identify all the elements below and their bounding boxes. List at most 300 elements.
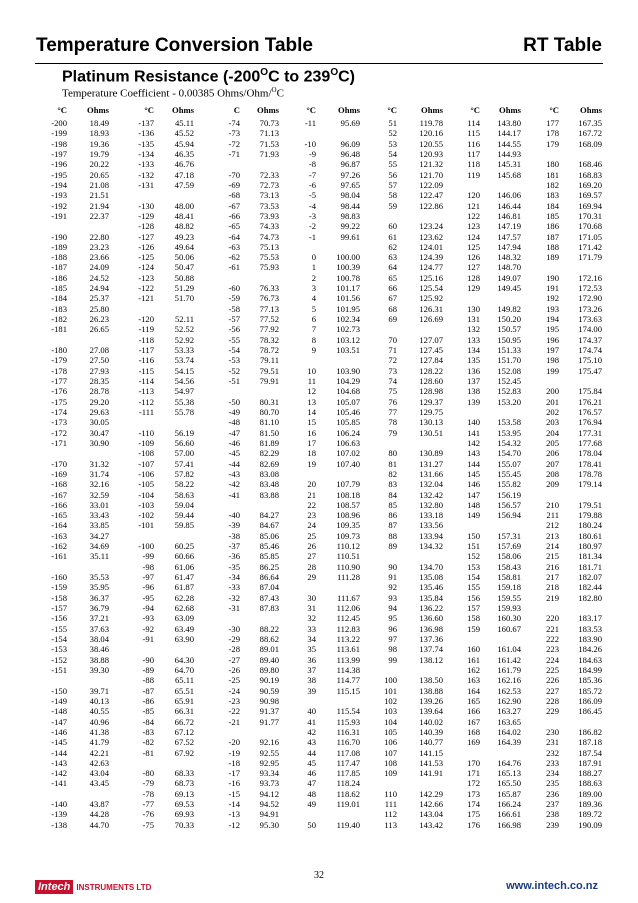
- ohms-cell: 80.70: [259, 406, 279, 417]
- ohms-cell: 77.92: [259, 324, 279, 335]
- ohms-cell: 40.96: [89, 716, 109, 727]
- ohms-cell: 124.39: [419, 252, 443, 263]
- ohms-cell: 19.79: [89, 148, 109, 159]
- temp-cell: -137: [138, 118, 154, 128]
- ohms-cell: 44.70: [89, 819, 109, 830]
- temp-cell: 76: [388, 396, 397, 407]
- temp-cell: 12: [307, 386, 316, 397]
- temp-cell: 222: [546, 634, 559, 644]
- ohms-cell: 45.52: [174, 128, 194, 139]
- temp-cell: 15: [307, 417, 316, 428]
- ohms-cell: 133.18: [419, 510, 443, 521]
- ohms-cell: 48.41: [174, 210, 194, 221]
- ohms-cell: 150.57: [497, 324, 521, 335]
- temp-cell: 75: [388, 386, 397, 397]
- temp-cell: -27: [228, 654, 240, 665]
- ohms-cell: 65.11: [174, 675, 194, 686]
- ohms-cell: 73.93: [259, 210, 279, 221]
- ohms-cell: 57.41: [174, 458, 194, 469]
- ohms-cell: 151.70: [497, 355, 521, 366]
- temp-cell: -142: [51, 768, 67, 779]
- temp-cell: -36: [228, 551, 240, 562]
- temp-cell: 173: [467, 788, 480, 799]
- ohms-cell: 103.12: [336, 334, 360, 345]
- ohms-cell: 42.63: [89, 757, 109, 768]
- ohms-cell: 53.33: [174, 345, 194, 356]
- temp-cell: -79: [142, 778, 154, 789]
- ohms-cell: 160.67: [497, 623, 521, 634]
- temp-cell: 190: [546, 272, 559, 283]
- temp-cell: 199: [546, 365, 559, 376]
- temp-cell: 165: [467, 695, 480, 706]
- ohms-cell: 174.74: [578, 345, 602, 356]
- ohms-cell: 32.16: [89, 479, 109, 490]
- temp-cell: -87: [142, 685, 154, 696]
- ohms-cell: 166.98: [497, 819, 521, 830]
- ohms-cell: 81.89: [259, 437, 279, 448]
- temp-cell: -69: [228, 179, 240, 190]
- ohms-cell: 113.22: [336, 634, 360, 644]
- temp-cell: 34: [307, 634, 316, 644]
- temp-cell: -188: [51, 252, 67, 263]
- ohms-cell: 89.40: [259, 654, 279, 665]
- temp-cell: 168: [467, 726, 480, 737]
- ohms-cell: 62.68: [174, 603, 194, 614]
- ohms-cell: 19.36: [89, 138, 109, 149]
- ohms-cell: 117.85: [336, 768, 360, 779]
- temp-cell: 130: [467, 303, 480, 314]
- ohms-cell: 124.01: [419, 241, 443, 252]
- temp-cell: -15: [228, 788, 240, 799]
- temp-cell: 62: [388, 241, 397, 252]
- temp-cell: -122: [138, 283, 154, 294]
- ohms-cell: 121.32: [419, 159, 443, 170]
- ohms-cell: 112.83: [336, 623, 360, 634]
- temp-cell: 51: [388, 118, 397, 128]
- ohms-cell: 161.42: [497, 654, 521, 665]
- ohms-cell: 102.73: [336, 324, 360, 335]
- ohms-cell: 25.37: [89, 293, 109, 304]
- ohms-cell: 137.36: [419, 634, 443, 644]
- temp-cell: -94: [142, 603, 154, 614]
- ohms-cell: 33.43: [89, 510, 109, 521]
- temp-cell: -165: [51, 510, 67, 521]
- ohms-cell: 40.13: [89, 695, 109, 706]
- temp-cell: 216: [546, 561, 559, 572]
- temp-cell: -132: [138, 169, 154, 180]
- ohms-cell: 108.57: [336, 499, 360, 510]
- ohms-cell: 157.31: [497, 530, 521, 541]
- temp-cell: -156: [51, 613, 67, 624]
- ohms-cell: 174.37: [578, 334, 602, 345]
- temp-cell: -145: [51, 737, 67, 748]
- temp-cell: -173: [51, 417, 67, 428]
- temp-cell: 149: [467, 510, 480, 521]
- ohms-cell: 174.00: [578, 324, 602, 335]
- temp-cell: -59: [228, 293, 240, 304]
- ohms-cell: 98.04: [340, 190, 360, 201]
- ohms-cell: 169.57: [578, 190, 602, 201]
- ohms-cell: 97.26: [340, 169, 360, 180]
- ohms-cell: 42.21: [89, 747, 109, 758]
- ohms-cell: 163.65: [497, 716, 521, 727]
- temp-cell: -54: [228, 345, 240, 356]
- temp-cell: -138: [51, 819, 67, 830]
- temp-cell: 78: [388, 417, 397, 428]
- temp-cell: -66: [228, 210, 240, 221]
- temp-cell: -3: [308, 210, 316, 221]
- temp-cell: -199: [51, 128, 67, 139]
- temp-cell: 131: [467, 314, 480, 325]
- ohms-cell: 156.19: [497, 489, 521, 500]
- temp-cell: -23: [228, 695, 240, 706]
- temp-cell: 202: [546, 406, 559, 417]
- temp-cell: 93: [388, 592, 397, 603]
- ohms-cell: 186.45: [578, 706, 602, 717]
- ohms-cell: 102.34: [336, 314, 360, 325]
- ohms-cell: 27.08: [89, 345, 109, 356]
- temp-cell: 124: [467, 231, 480, 242]
- ohms-cell: 168.09: [578, 138, 602, 149]
- temp-cell: 102: [384, 695, 397, 706]
- temp-cell: -83: [142, 726, 154, 737]
- ohms-cell: 95.30: [259, 819, 279, 830]
- ohms-cell: 154.32: [497, 437, 521, 448]
- temp-cell: -168: [51, 479, 67, 490]
- ohms-cell: 141.91: [419, 768, 443, 779]
- ohms-cell: 39.71: [89, 685, 109, 696]
- ohms-cell: 107.40: [336, 458, 360, 469]
- ohms-cell: 25.80: [89, 303, 109, 314]
- temp-cell: -28: [228, 644, 240, 655]
- temp-cell: 181: [546, 169, 559, 180]
- temp-cell: -41: [228, 489, 240, 500]
- temp-cell: 120: [467, 190, 480, 201]
- ohms-cell: 37.21: [89, 613, 109, 624]
- column-header-temp: °C: [306, 105, 316, 115]
- temp-cell: -163: [51, 530, 67, 541]
- ohms-cell: 93.34: [259, 768, 279, 779]
- temp-cell: -155: [51, 623, 67, 634]
- ohms-cell: 36.37: [89, 592, 109, 603]
- ohms-cell: 54.97: [174, 386, 194, 397]
- ohms-cell: 189.36: [578, 799, 602, 810]
- temp-cell: 42: [307, 726, 316, 737]
- temp-cell: 150: [467, 530, 480, 541]
- temp-cell: -190: [51, 231, 67, 242]
- ohms-cell: 179.51: [578, 499, 602, 510]
- ohms-cell: 135.46: [419, 582, 443, 593]
- temp-cell: 231: [546, 737, 559, 748]
- column-header-ohms: Ohms: [421, 105, 443, 115]
- ohms-cell: 47.18: [174, 169, 194, 180]
- ohms-cell: 85.85: [259, 551, 279, 562]
- ohms-cell: 148.32: [497, 252, 521, 263]
- ohms-cell: 44.28: [89, 809, 109, 820]
- temp-cell: -33: [228, 582, 240, 593]
- ohms-cell: 189.72: [578, 809, 602, 820]
- temp-cell: 184: [546, 200, 559, 211]
- temp-cell: 152: [467, 551, 480, 562]
- temp-cell: 146: [467, 479, 480, 490]
- ohms-cell: 78.32: [259, 334, 279, 345]
- ohms-cell: 62.28: [174, 592, 194, 603]
- ohms-cell: 123.62: [419, 231, 443, 242]
- temp-cell: -153: [51, 644, 67, 655]
- ohms-cell: 167.35: [578, 118, 602, 128]
- temp-cell: 36: [307, 654, 316, 665]
- temp-cell: 219: [546, 592, 559, 603]
- temp-cell: 90: [388, 561, 397, 572]
- ohms-cell: 75.93: [259, 262, 279, 273]
- temp-cell: -51: [228, 376, 240, 386]
- temp-cell: 223: [546, 644, 559, 655]
- temp-cell: 204: [546, 427, 559, 438]
- temp-cell: 39: [307, 685, 316, 696]
- temp-cell: -169: [51, 468, 67, 479]
- temp-cell: -106: [138, 468, 154, 479]
- ohms-cell: 152.83: [497, 386, 521, 397]
- ohms-cell: 150.20: [497, 314, 521, 325]
- temp-cell: 167: [467, 716, 480, 727]
- ohms-cell: 61.06: [174, 561, 194, 572]
- temp-cell: -14: [228, 799, 240, 810]
- ohms-cell: 164.02: [497, 726, 521, 737]
- temp-cell: -133: [138, 159, 154, 170]
- temp-cell: -178: [51, 365, 67, 376]
- temp-cell: 69: [388, 314, 397, 325]
- temp-cell: 49: [307, 799, 316, 810]
- ohms-cell: 131.27: [419, 458, 443, 469]
- temp-cell: 91: [388, 572, 397, 583]
- temp-cell: -82: [142, 737, 154, 748]
- temp-cell: 19: [307, 458, 316, 469]
- temp-cell: -123: [138, 272, 154, 283]
- ohms-cell: 177.68: [578, 437, 602, 448]
- temp-cell: 59: [388, 200, 397, 211]
- ohms-cell: 94.52: [259, 799, 279, 810]
- temp-cell: -88: [142, 675, 154, 686]
- temp-cell: -22: [228, 706, 240, 717]
- column-header-temp: °C: [57, 105, 67, 115]
- ohms-cell: 88.22: [259, 623, 279, 634]
- temp-cell: 196: [546, 334, 559, 345]
- ohms-cell: 146.44: [497, 200, 521, 211]
- ohms-cell: 113.61: [336, 644, 360, 655]
- ohms-cell: 142.66: [419, 799, 443, 810]
- ohms-cell: 165.87: [497, 788, 521, 799]
- ohms-cell: 21.51: [89, 190, 109, 201]
- ohms-cell: 140.77: [419, 737, 443, 748]
- ohms-cell: 147.94: [497, 241, 521, 252]
- ohms-cell: 56.60: [174, 437, 194, 448]
- temp-cell: -9: [308, 148, 316, 159]
- temp-cell: 63: [388, 252, 397, 263]
- ohms-cell: 75.53: [259, 252, 279, 263]
- ohms-cell: 22.80: [89, 231, 109, 242]
- temp-cell: 178: [546, 128, 559, 139]
- ohms-cell: 72.73: [259, 179, 279, 190]
- ohms-cell: 179.88: [578, 510, 602, 521]
- ohms-cell: 187.54: [578, 747, 602, 758]
- ohms-cell: 52.52: [174, 324, 194, 335]
- temp-cell: 192: [546, 293, 559, 304]
- ohms-cell: 70.73: [259, 118, 279, 128]
- temp-cell: 37: [307, 664, 316, 675]
- ohms-cell: 187.91: [578, 757, 602, 768]
- ohms-cell: 136.22: [419, 603, 443, 614]
- temp-cell: -38: [228, 530, 240, 541]
- temp-cell: 235: [546, 778, 559, 789]
- ohms-cell: 74.73: [259, 231, 279, 242]
- ohms-cell: 87.04: [259, 582, 279, 593]
- temp-cell: 66: [388, 283, 397, 294]
- temp-cell: 23: [307, 510, 316, 521]
- temp-cell: -141: [51, 778, 67, 789]
- ohms-cell: 79.91: [259, 376, 279, 386]
- ohms-cell: 152.08: [497, 365, 521, 376]
- temp-cell: -198: [51, 138, 67, 149]
- ohms-cell: 46.76: [174, 159, 194, 170]
- temp-cell: 103: [384, 706, 397, 717]
- temp-cell: -67: [228, 200, 240, 211]
- temp-cell: 86: [388, 510, 397, 521]
- temp-cell: 74: [388, 376, 397, 386]
- ohms-cell: 94.91: [259, 809, 279, 820]
- temp-cell: 166: [467, 706, 480, 717]
- temp-cell: -200: [51, 118, 67, 128]
- ohms-cell: 106.63: [336, 437, 360, 448]
- ohms-cell: 131.66: [419, 468, 443, 479]
- temp-cell: 141: [467, 427, 480, 438]
- temp-cell: 189: [546, 252, 559, 263]
- ohms-cell: 56.19: [174, 427, 194, 438]
- column-header-ohms: Ohms: [172, 105, 194, 115]
- ohms-cell: 86.25: [259, 561, 279, 572]
- temp-cell: -30: [228, 623, 240, 634]
- temp-cell: -53: [228, 355, 240, 366]
- temp-cell: -111: [138, 406, 154, 417]
- temp-cell: -162: [51, 541, 67, 552]
- ohms-cell: 160.30: [497, 613, 521, 624]
- temp-cell: 215: [546, 551, 559, 562]
- temp-cell: 164: [467, 685, 480, 696]
- temp-cell: -105: [138, 479, 154, 490]
- ohms-cell: 177.31: [578, 427, 602, 438]
- temp-cell: 89: [388, 541, 397, 552]
- ohms-cell: 182.07: [578, 572, 602, 583]
- ohms-cell: 183.17: [578, 613, 602, 624]
- ohms-cell: 30.90: [89, 437, 109, 448]
- ohms-cell: 188.27: [578, 768, 602, 779]
- temp-cell: -103: [138, 499, 154, 510]
- temp-cell: 147: [467, 489, 480, 500]
- ohms-cell: 188.63: [578, 778, 602, 789]
- logo-mark: Intech: [35, 880, 73, 894]
- temp-cell: 48: [307, 788, 316, 799]
- ohms-cell: 35.53: [89, 572, 109, 583]
- temp-cell: 214: [546, 541, 559, 552]
- temp-cell: 133: [467, 334, 480, 345]
- ohms-cell: 82.29: [259, 448, 279, 459]
- ohms-cell: 143.04: [419, 809, 443, 820]
- temp-cell: 228: [546, 695, 559, 706]
- temp-cell: 50: [307, 819, 316, 830]
- temp-cell: 79: [388, 427, 397, 438]
- ohms-cell: 48.00: [174, 200, 194, 211]
- ohms-cell: 120.55: [419, 138, 443, 149]
- temp-cell: 20: [307, 479, 316, 490]
- column-header-temp: °C: [549, 105, 559, 115]
- ohms-cell: 182.80: [578, 592, 602, 603]
- ohms-cell: 139.64: [419, 706, 443, 717]
- temp-cell: -125: [138, 252, 154, 263]
- temp-cell: -196: [51, 159, 67, 170]
- temp-cell: -78: [142, 788, 154, 799]
- ohms-cell: 115.15: [336, 685, 360, 696]
- ohms-cell: 151.33: [497, 345, 521, 356]
- temp-cell: 162: [467, 664, 480, 675]
- ohms-cell: 145.68: [497, 169, 521, 180]
- ohms-cell: 97.65: [340, 179, 360, 190]
- ohms-cell: 158.43: [497, 561, 521, 572]
- ohms-cell: 142.29: [419, 788, 443, 799]
- column-header-ohms: Ohms: [580, 105, 602, 115]
- temp-cell: -12: [228, 819, 240, 830]
- temp-cell: -134: [138, 148, 154, 159]
- temp-cell: 159: [467, 623, 480, 634]
- temp-cell: 1: [311, 262, 316, 273]
- ohms-cell: 31.32: [89, 458, 109, 469]
- temp-cell: -124: [138, 262, 154, 273]
- temp-cell: -187: [51, 262, 67, 273]
- ohms-cell: 28.78: [89, 386, 109, 397]
- temp-cell: 138: [467, 386, 480, 397]
- temp-cell: 104: [384, 716, 397, 727]
- ohms-cell: 110.90: [336, 561, 360, 572]
- temp-cell: -65: [228, 221, 240, 232]
- ohms-cell: 161.04: [497, 644, 521, 655]
- ohms-cell: 20.65: [89, 169, 109, 180]
- temp-cell: -160: [51, 572, 67, 583]
- table-subtitle: Platinum Resistance ($-200^OC$ to $239^OC$): [62, 67, 355, 86]
- ohms-cell: 49.64: [174, 241, 194, 252]
- ohms-cell: 90.19: [259, 675, 279, 686]
- ohms-cell: 26.65: [89, 324, 109, 335]
- temp-cell: 217: [546, 572, 559, 583]
- temp-cell: 80: [388, 448, 397, 459]
- ohms-cell: 41.38: [89, 726, 109, 737]
- ohms-cell: 181.71: [578, 561, 602, 572]
- temp-cell: 176: [467, 819, 480, 830]
- ohms-cell: 79.11: [259, 355, 279, 366]
- temp-cell: 142: [467, 437, 480, 448]
- temp-cell: -84: [142, 716, 154, 727]
- ohms-cell: 105.85: [336, 417, 360, 428]
- ohms-cell: 79.51: [259, 365, 279, 376]
- ohms-cell: 144.17: [497, 128, 521, 139]
- column-header-ohms: Ohms: [338, 105, 360, 115]
- temp-cell: -164: [51, 520, 67, 531]
- temp-cell: -159: [51, 582, 67, 593]
- temp-cell: 45: [307, 757, 316, 768]
- temp-cell: 55: [388, 159, 397, 170]
- temp-cell: -97: [142, 572, 154, 583]
- temp-cell: 188: [546, 241, 559, 252]
- temp-cell: -189: [51, 241, 67, 252]
- ohms-cell: 32.59: [89, 489, 109, 500]
- temp-cell: 237: [546, 799, 559, 810]
